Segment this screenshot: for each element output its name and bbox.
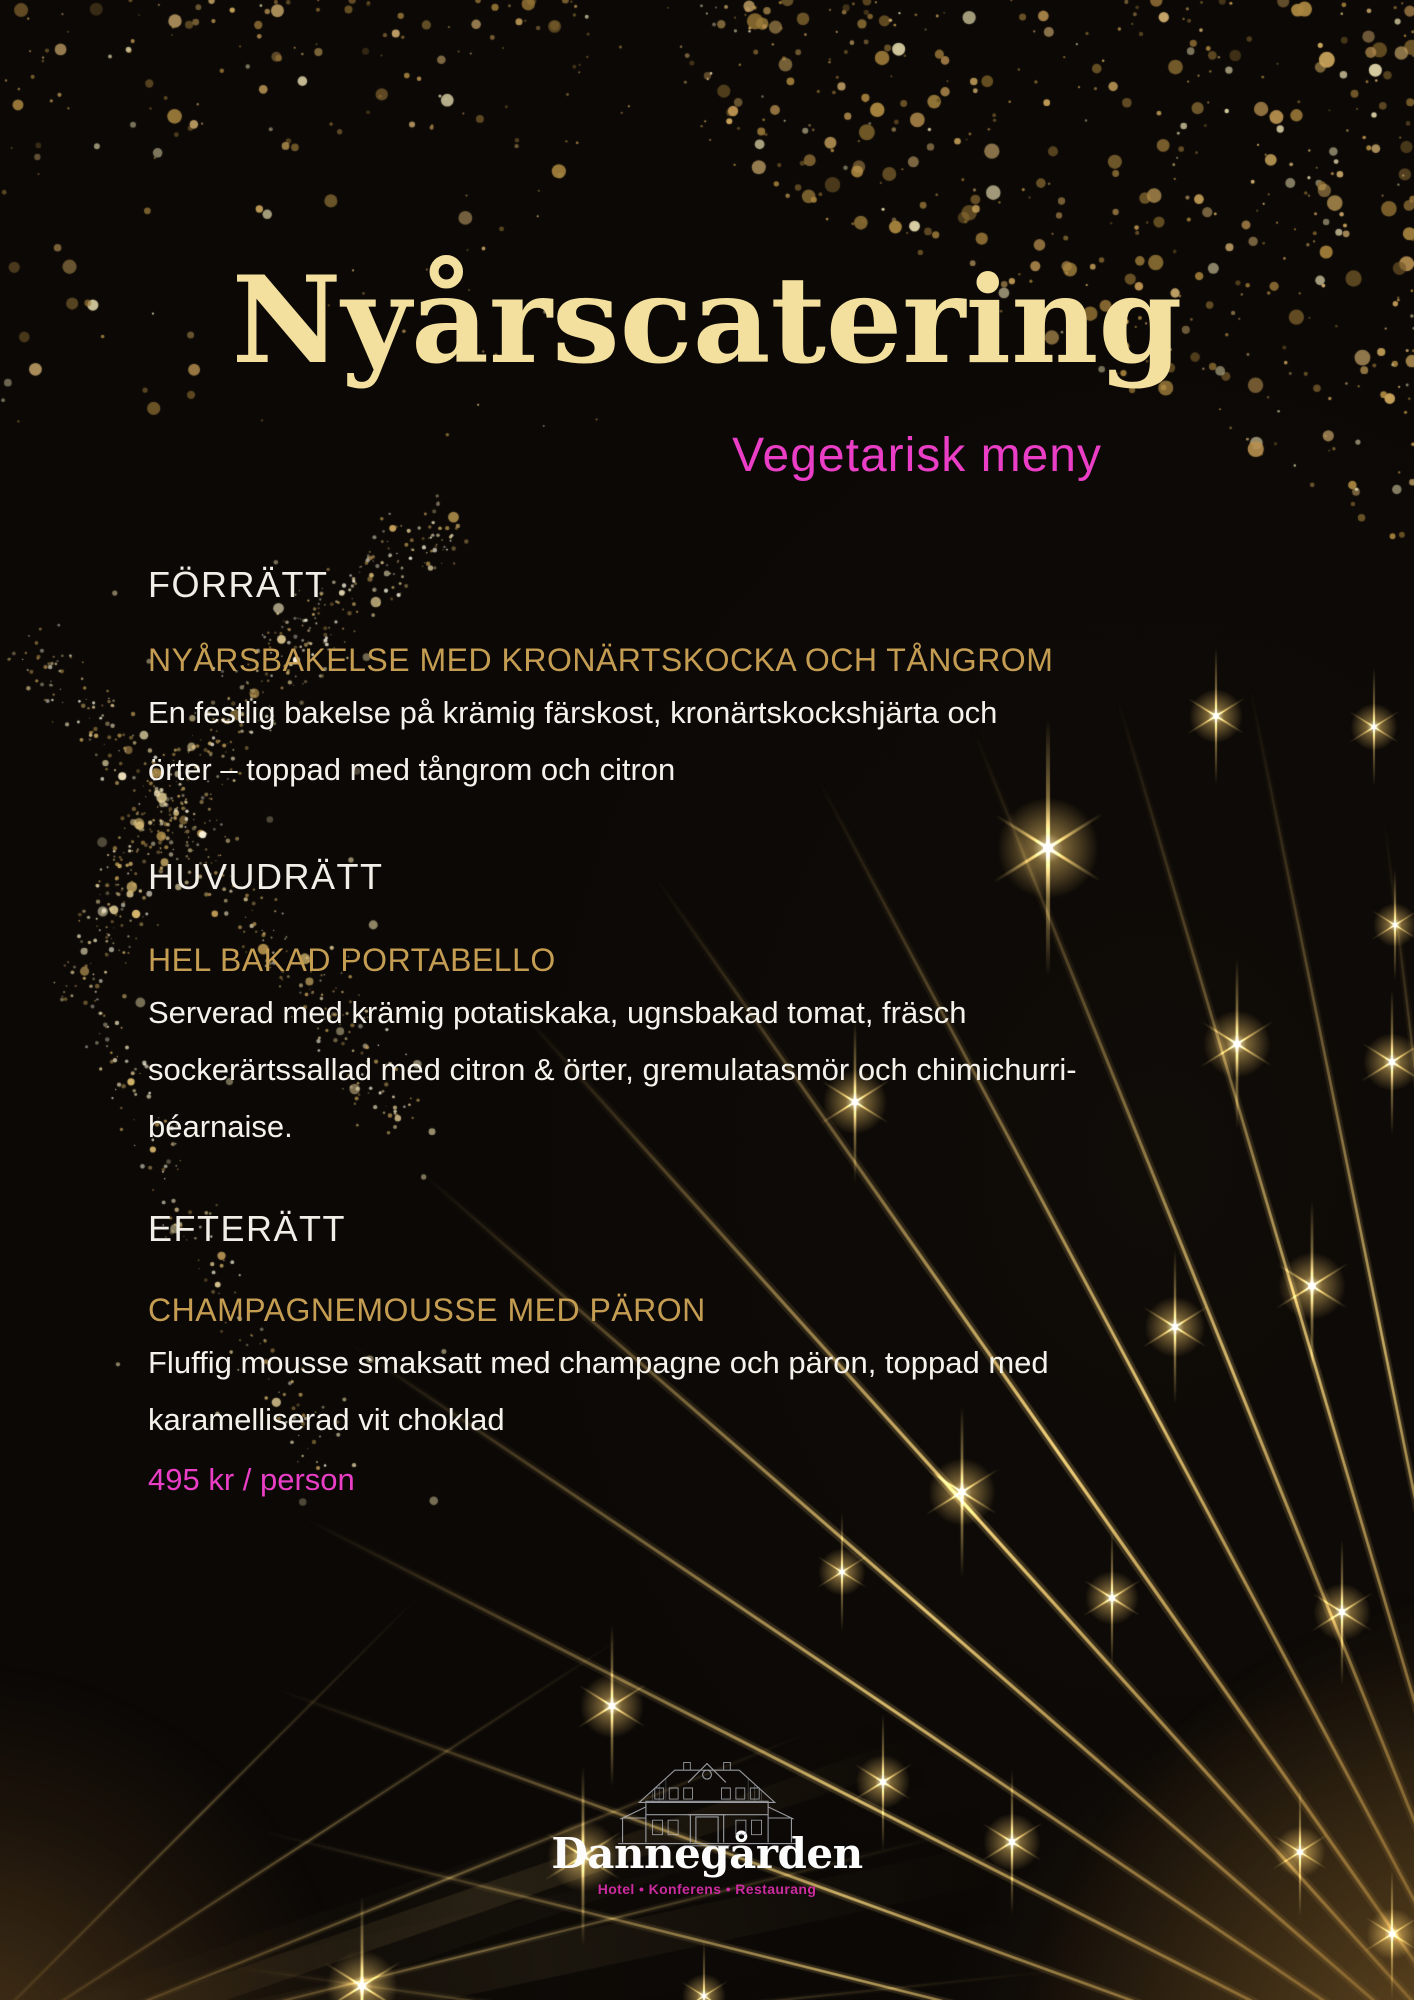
dish-description-huvudratt <box>148 984 1077 1155</box>
course-heading-forratt: FÖRRÄTT <box>148 564 329 605</box>
brand-tagline: Hotel • Konferens • Restaurang <box>597 1881 817 1898</box>
description-line: sockerärtssallad med citron & örter, gremulatasmör och chimichurri- <box>148 1052 1077 1087</box>
brand-name: Dannegården <box>551 1829 863 1878</box>
dish-description-forratt <box>148 684 997 798</box>
page-title: Nyårscatering <box>231 250 1183 391</box>
dish-name-huvudratt: HEL BAKAD PORTABELLO <box>148 942 556 978</box>
page-subtitle: Vegetarisk meny <box>732 429 1102 482</box>
description-line: En festlig bakelse på krämig färskost, kronärtskockshjärta och <box>148 695 998 730</box>
description-line: karamelliserad vit choklad <box>148 1402 505 1437</box>
brand-logo <box>0 1748 1414 1897</box>
building-illustration-icon <box>612 1748 802 1848</box>
description-line: örter – toppad med tångrom och citron <box>148 752 676 787</box>
price: 495 kr / person <box>148 1462 355 1497</box>
course-heading-huvudratt: HUVUDRÄTT <box>148 856 384 897</box>
description-line: béarnaise. <box>148 1109 293 1144</box>
dish-description-efterratt <box>148 1334 1049 1448</box>
description-line: Serverad med krämig potatiskaka, ugnsbakad tomat, fräsch <box>148 995 967 1030</box>
course-heading-efterratt: EFTERÄTT <box>148 1208 346 1249</box>
dish-name-forratt: NYÅRSBAKELSE MED KRONÄRTSKOCKA OCH TÅNGROM <box>148 642 1054 678</box>
dish-name-efterratt: CHAMPAGNEMOUSSE MED PÄRON <box>148 1292 706 1328</box>
description-line: Fluffig mousse smaksatt med champagne och päron, toppad med <box>148 1345 1049 1380</box>
